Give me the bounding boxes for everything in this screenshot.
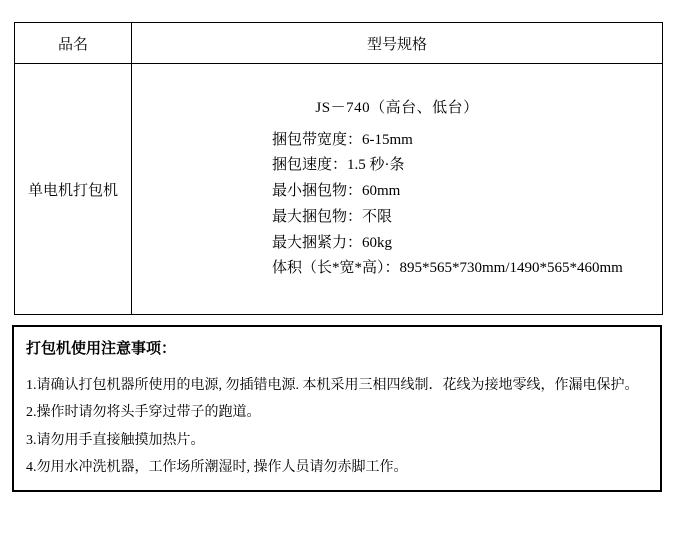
spec-line-max-package: 最大捆包物：不限: [272, 208, 393, 225]
notice-item: 3.请勿用手直接触摸加热片。: [26, 432, 205, 448]
spec-list: [132, 128, 662, 283]
spec-line-dimensions: 体积（长*宽*高）：895*565*730mm/1490*565*460mm: [272, 260, 623, 277]
usage-notice-box: [12, 325, 662, 492]
spec-line-min-package: 最小捆包物：60mm: [272, 183, 401, 200]
product-spec-table: [14, 22, 663, 315]
notice-item: 2.操作时请勿将头手穿过带子的跑道。: [26, 405, 261, 421]
notice-title: 打包机使用注意事项：: [26, 341, 177, 357]
table-row: [15, 64, 663, 315]
column-header-product-name: 品名: [15, 23, 132, 64]
model-number: JS－740（高台、低台）: [315, 99, 479, 116]
spec-line-speed: 捆包速度：1.5 秒·条: [272, 157, 405, 174]
table-header-row: [15, 23, 663, 64]
cell-product-name: 单电机打包机: [15, 64, 132, 315]
notice-item: 1.请确认打包机器所使用的电源, 勿插错电源. 本机采用三相四线制．花线为接地零线，作漏电保护。: [26, 378, 639, 393]
cell-model-spec: [132, 64, 663, 315]
notice-item: 4.勿用水冲洗机器，工作场所潮湿时, 操作人员请勿赤脚工作。: [26, 459, 408, 475]
column-header-model-spec: 型号规格: [132, 23, 663, 64]
spec-line-band-width: 捆包带宽度：6-15mm: [272, 131, 413, 148]
spec-line-max-tension: 最大捆紧力：60kg: [272, 234, 393, 251]
